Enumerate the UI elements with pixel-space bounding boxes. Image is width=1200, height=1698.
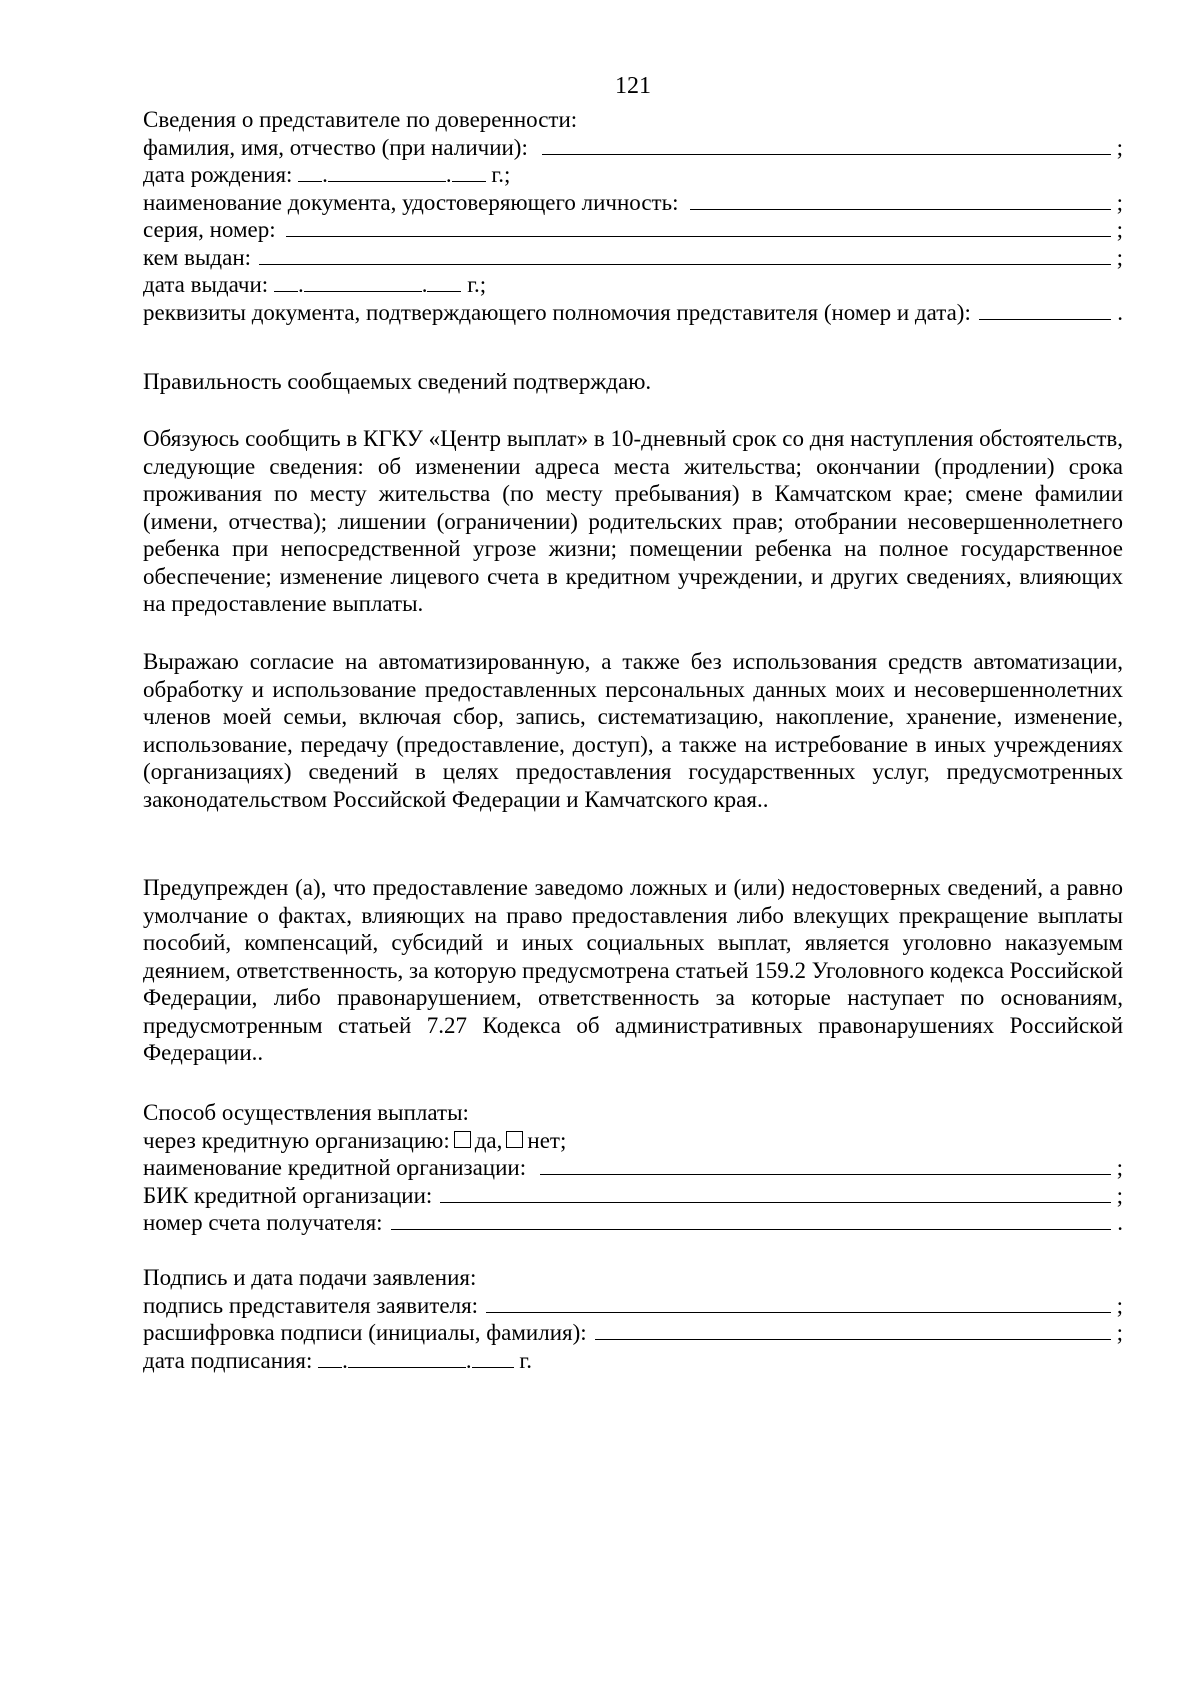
full-name-label: фамилия, имя, отчество (при наличии): (143, 134, 528, 160)
issued-by-label: кем выдан: (143, 244, 252, 270)
yes-label: да, (474, 1127, 503, 1153)
birth-date-row: дата рождения: . . г.; (143, 162, 511, 187)
id-document-field[interactable] (690, 190, 1110, 210)
issue-year-blank[interactable] (427, 272, 461, 292)
bank-name-row: наименование кредитной организации: ; (143, 1155, 1123, 1180)
issue-date-label: дата выдачи: (143, 272, 269, 297)
no-checkbox[interactable] (506, 1131, 523, 1148)
yes-checkbox[interactable] (454, 1131, 471, 1148)
signature-label: подпись представителя заявителя: (143, 1292, 479, 1318)
issued-by-field[interactable] (259, 245, 1111, 265)
bik-field[interactable] (440, 1183, 1110, 1203)
decoding-row: расшифровка подписи (инициалы, фамилия): ; (143, 1320, 1123, 1345)
bik-row: БИК кредитной организации: ; (143, 1182, 1123, 1208)
signature-field[interactable] (486, 1293, 1111, 1313)
signing-day-blank[interactable] (318, 1348, 342, 1368)
signing-month-blank[interactable] (348, 1348, 466, 1368)
issued-by-row: кем выдан: ; (143, 244, 1123, 270)
representative-heading: Сведения о представителе по доверенности: (143, 107, 578, 132)
issue-day-blank[interactable] (274, 272, 298, 292)
payment-heading: Способ осуществления выплаты: (143, 1100, 469, 1125)
birth-year-blank[interactable] (452, 162, 486, 182)
id-document-label: наименование документа, удостоверяющего личность: (143, 189, 679, 215)
birth-day-blank[interactable] (298, 162, 322, 182)
series-number-row: серия, номер: ; (143, 217, 1123, 242)
signature-heading: Подпись и дата подачи заявления: (143, 1265, 477, 1290)
decoding-label: расшифровка подписи (инициалы, фамилия): (143, 1320, 587, 1345)
signing-date-row: дата подписания: . . г. (143, 1347, 532, 1373)
payment-section (143, 1099, 1123, 1237)
birth-date-label: дата рождения: (143, 162, 293, 187)
authority-doc-field[interactable] (979, 300, 1111, 320)
full-name-field[interactable] (542, 135, 1111, 155)
issue-month-blank[interactable] (304, 272, 422, 292)
id-document-row: наименование документа, удостоверяющего личность: ; (143, 189, 1123, 215)
bank-name-label: наименование кредитной организации: (143, 1155, 527, 1180)
page-number: 121 (615, 73, 651, 99)
issue-date-row: дата выдачи: . . г.; (143, 272, 487, 297)
via-credit-org-label: через кредитную организацию: (143, 1127, 450, 1153)
bik-label: БИК кредитной организации: (143, 1182, 433, 1208)
signing-date-field[interactable]: . . (312, 1347, 519, 1375)
credit-org-row (143, 1127, 1123, 1155)
birth-date-field[interactable]: . . (292, 161, 491, 189)
authority-doc-label: реквизиты документа, подтверждающего полномочия представителя (номер и дата): (143, 299, 971, 325)
obligation-paragraph: Обязуюсь сообщить в КГКУ «Центр выплат» в 10-дневный срок со дня наступления обстоятельств, следующие сведения: об изменении адреса места жительства; окончании (продлении) срока проживания по месту жительства (по месту пребывания) в Камчатском крае; смене фамилии (имени, отчества); лишении (ограничении) родительских прав; отобрании несовершеннолетнего ребенка при непосредственной угрозе жизни; помещении ребенка на полное государственное обеспечение; изменение лицевого счета в кредитном учреждении, и других сведениях, влияющих на предоставление выплаты. (143, 426, 1123, 616)
representative-section (143, 106, 1123, 326)
no-label: нет; (527, 1127, 567, 1153)
signature-row: подпись представителя заявителя: ; (143, 1292, 1123, 1318)
account-field[interactable] (391, 1210, 1112, 1230)
consent-paragraph: Выражаю согласие на автоматизированную, а также без использования средств автоматизации, обработку и использование предоставленных персональных данных моих и несовершеннолетних членов моей семьи, включая сбор, запись, систематизацию, накопление, хранение, изменение, использование, передачу (предоставление, доступ), а также на истребование в иных учреждениях (организациях) сведений в целях предоставления государственных услуг, предусмотренных законодательством Российской Федерации и Камчатского края.. (143, 649, 1123, 812)
confirmation-text: Правильность сообщаемых сведений подтверждаю. (143, 369, 652, 394)
account-row: номер счета получателя: . (143, 1210, 1123, 1235)
authority-doc-row: реквизиты документа, подтверждающего полномочия представителя (номер и дата): . (143, 299, 1123, 325)
warning-paragraph: Предупрежден (а), что предоставление заведомо ложных и (или) недостоверных сведений, а равно умолчание о фактах, влияющих на право предоставления либо влекущих прекращение выплаты пособий, компенсаций, субсидий и иных социальных выплат, является уголовно наказуемым деянием, ответственность, за которую предусмотрена статьей 159.2 Уголовного кодекса Российской Федерации, либо правонарушением, ответственность за которые наступает по основаниям, предусмотренным статьей 7.27 Кодекса об административных правонарушениях Российской Федерации.. (143, 875, 1124, 1065)
series-number-field[interactable] (286, 217, 1111, 237)
decoding-field[interactable] (595, 1320, 1111, 1340)
account-label: номер счета получателя: (143, 1210, 383, 1235)
bank-name-field[interactable] (540, 1155, 1110, 1175)
birth-month-blank[interactable] (328, 162, 446, 182)
full-name-row: фамилия, имя, отчество (при наличии): ; (143, 134, 1123, 160)
series-number-label: серия, номер: (143, 217, 276, 242)
signature-section (143, 1264, 1123, 1374)
signing-year-blank[interactable] (472, 1348, 514, 1368)
signing-date-label: дата подписания: (143, 1347, 313, 1373)
issue-date-field[interactable]: . . (268, 271, 467, 299)
